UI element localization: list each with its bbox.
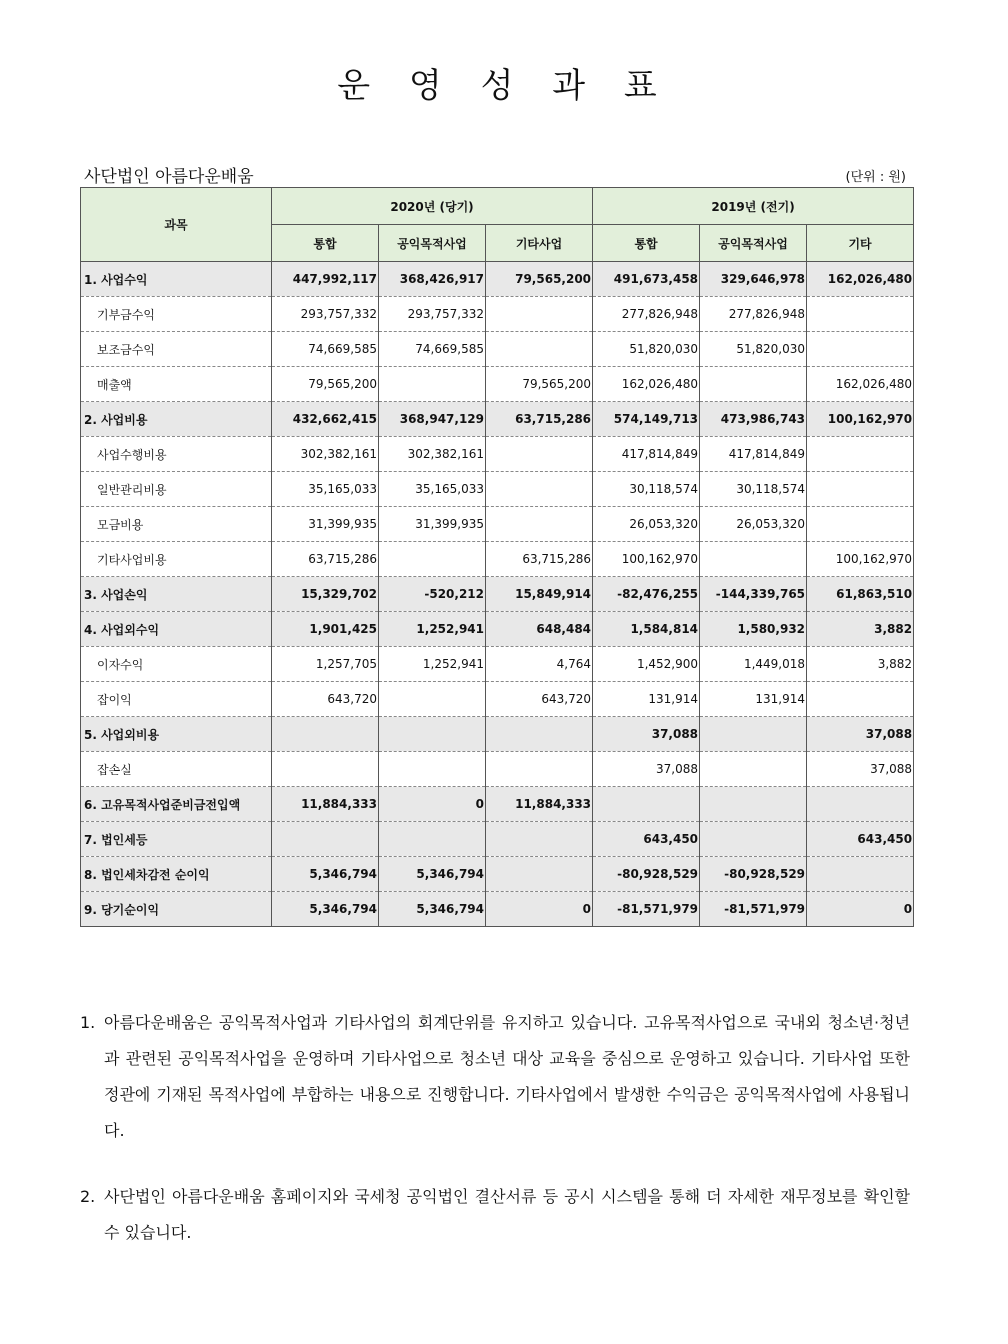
table-row: [81, 472, 914, 507]
value-cell: [379, 752, 486, 787]
table-row: [81, 857, 914, 892]
table-row: [81, 367, 914, 402]
value-cell: [486, 297, 593, 332]
value-cell: 368,947,129: [379, 402, 486, 437]
value-cell: 63,715,286: [272, 542, 379, 577]
value-cell: 574,149,713: [593, 402, 700, 437]
value-cell: [486, 822, 593, 857]
value-cell: 368,426,917: [379, 262, 486, 297]
value-cell: 100,162,970: [593, 542, 700, 577]
value-cell: [486, 332, 593, 367]
value-cell: 37,088: [807, 717, 914, 752]
value-cell: [807, 682, 914, 717]
value-cell: [379, 367, 486, 402]
value-cell: 0: [807, 892, 914, 927]
value-cell: 31,399,935: [272, 507, 379, 542]
operating-results-table: [80, 187, 914, 927]
value-cell: [700, 717, 807, 752]
row-label: 1. 사업수익: [81, 262, 272, 297]
value-cell: 417,814,849: [593, 437, 700, 472]
value-cell: [272, 752, 379, 787]
value-cell: 1,901,425: [272, 612, 379, 647]
row-label: 4. 사업외수익: [81, 612, 272, 647]
value-cell: 35,165,033: [379, 472, 486, 507]
row-label: 매출액: [81, 367, 272, 402]
row-label: 기부금수익: [81, 297, 272, 332]
value-cell: 51,820,030: [700, 332, 807, 367]
value-cell: 5,346,794: [379, 892, 486, 927]
value-cell: 63,715,286: [486, 402, 593, 437]
note-item: [80, 1005, 910, 1149]
value-cell: 5,346,794: [272, 892, 379, 927]
value-cell: [486, 437, 593, 472]
value-cell: [807, 507, 914, 542]
value-cell: -80,928,529: [593, 857, 700, 892]
value-cell: 11,884,333: [486, 787, 593, 822]
value-cell: 37,088: [593, 752, 700, 787]
value-cell: 15,849,914: [486, 577, 593, 612]
value-cell: 277,826,948: [593, 297, 700, 332]
row-label: 6. 고유목적사업준비금전입액: [81, 787, 272, 822]
value-cell: 162,026,480: [807, 262, 914, 297]
value-cell: 26,053,320: [700, 507, 807, 542]
header-2020-total: 통합: [272, 225, 379, 262]
value-cell: 63,715,286: [486, 542, 593, 577]
table-row: [81, 612, 914, 647]
value-cell: 131,914: [700, 682, 807, 717]
row-label: 2. 사업비용: [81, 402, 272, 437]
note-text: 아름다운배움은 공익목적사업과 기타사업의 회계단위를 유지하고 있습니다. 고유목적사업으로 국내외 청소년·청년과 관련된 공익목적사업을 운영하며 기타사업으로 청소년 대상 교육을 중심으로 운영하고 있습니다. 기타사업 또한 정관에 기재된 목적사업에 부합하는 내용으로 진행합니다. 기타사업에서 발생한 수익금은 공익목적사업에 사용됩니다.: [104, 1013, 910, 1140]
header-2020-public: 공익목적사업: [379, 225, 486, 262]
value-cell: 30,118,574: [700, 472, 807, 507]
organization-name: 사단법인 아름다운배움: [84, 167, 254, 187]
value-cell: 162,026,480: [807, 367, 914, 402]
value-cell: 447,992,117: [272, 262, 379, 297]
value-cell: 15,329,702: [272, 577, 379, 612]
value-cell: 100,162,970: [807, 542, 914, 577]
table-body: [81, 262, 914, 927]
value-cell: 329,646,978: [700, 262, 807, 297]
notes: [80, 1005, 910, 1281]
value-cell: 1,584,814: [593, 612, 700, 647]
table-row: [81, 822, 914, 857]
value-cell: 74,669,585: [379, 332, 486, 367]
header-2020-other: 기타사업: [486, 225, 593, 262]
header-2020: 2020년 (당기): [272, 188, 593, 225]
table-row: [81, 262, 914, 297]
header-2019-other: 기타: [807, 225, 914, 262]
value-cell: 131,914: [593, 682, 700, 717]
value-cell: 37,088: [593, 717, 700, 752]
value-cell: [486, 507, 593, 542]
value-cell: 0: [486, 892, 593, 927]
value-cell: [807, 332, 914, 367]
row-label: 3. 사업손익: [81, 577, 272, 612]
header-subject: 과목: [81, 188, 272, 262]
note-number: 2.: [80, 1187, 96, 1206]
value-cell: 1,257,705: [272, 647, 379, 682]
row-label: 9. 당기순이익: [81, 892, 272, 927]
value-cell: [700, 787, 807, 822]
row-label: 일반관리비용: [81, 472, 272, 507]
value-cell: -82,476,255: [593, 577, 700, 612]
value-cell: [807, 787, 914, 822]
table-row: [81, 717, 914, 752]
table-row: [81, 437, 914, 472]
value-cell: 3,882: [807, 647, 914, 682]
value-cell: 74,669,585: [272, 332, 379, 367]
header-2019: 2019년 (전기): [593, 188, 914, 225]
value-cell: 491,673,458: [593, 262, 700, 297]
value-cell: [486, 752, 593, 787]
note-text: 사단법인 아름다운배움 홈페이지와 국세청 공익법인 결산서류 등 공시 시스템을 통해 더 자세한 재무정보를 확인할 수 있습니다.: [104, 1187, 910, 1242]
value-cell: 1,252,941: [379, 612, 486, 647]
table-row: [81, 507, 914, 542]
value-cell: 162,026,480: [593, 367, 700, 402]
value-cell: [807, 857, 914, 892]
row-label: 8. 법인세차감전 순이익: [81, 857, 272, 892]
table-row: [81, 647, 914, 682]
value-cell: [700, 822, 807, 857]
value-cell: [700, 367, 807, 402]
header-2019-public: 공익목적사업: [700, 225, 807, 262]
value-cell: 648,484: [486, 612, 593, 647]
value-cell: [379, 822, 486, 857]
note-item: [80, 1179, 910, 1251]
value-cell: 417,814,849: [700, 437, 807, 472]
row-label: 5. 사업외비용: [81, 717, 272, 752]
value-cell: 51,820,030: [593, 332, 700, 367]
table-row: [81, 297, 914, 332]
value-cell: 4,764: [486, 647, 593, 682]
value-cell: -81,571,979: [593, 892, 700, 927]
value-cell: 37,088: [807, 752, 914, 787]
table-row: [81, 542, 914, 577]
row-label: 잡이익: [81, 682, 272, 717]
value-cell: 100,162,970: [807, 402, 914, 437]
table-row: [81, 752, 914, 787]
value-cell: -144,339,765: [700, 577, 807, 612]
table-row: [81, 892, 914, 927]
value-cell: 643,450: [807, 822, 914, 857]
table-row: [81, 332, 914, 367]
value-cell: [486, 857, 593, 892]
value-cell: 1,252,941: [379, 647, 486, 682]
value-cell: 3,882: [807, 612, 914, 647]
value-cell: 277,826,948: [700, 297, 807, 332]
value-cell: 293,757,332: [272, 297, 379, 332]
value-cell: [272, 822, 379, 857]
table-row: [81, 577, 914, 612]
unit-label: (단위 : 원): [845, 170, 906, 185]
value-cell: [700, 542, 807, 577]
row-label: 모금비용: [81, 507, 272, 542]
value-cell: 35,165,033: [272, 472, 379, 507]
value-cell: 1,449,018: [700, 647, 807, 682]
value-cell: -80,928,529: [700, 857, 807, 892]
page-title: 운 영 성 과 표: [337, 66, 671, 106]
value-cell: [807, 297, 914, 332]
value-cell: 11,884,333: [272, 787, 379, 822]
row-label: 이자수익: [81, 647, 272, 682]
value-cell: 643,450: [593, 822, 700, 857]
row-label: 보조금수익: [81, 332, 272, 367]
value-cell: 79,565,200: [272, 367, 379, 402]
value-cell: 79,565,200: [486, 367, 593, 402]
value-cell: 473,986,743: [700, 402, 807, 437]
value-cell: 5,346,794: [272, 857, 379, 892]
table-row: [81, 787, 914, 822]
header-2019-total: 통합: [593, 225, 700, 262]
value-cell: 0: [379, 787, 486, 822]
value-cell: [807, 472, 914, 507]
value-cell: 79,565,200: [486, 262, 593, 297]
value-cell: 643,720: [272, 682, 379, 717]
value-cell: [700, 752, 807, 787]
value-cell: 643,720: [486, 682, 593, 717]
value-cell: 302,382,161: [272, 437, 379, 472]
row-label: 잡손실: [81, 752, 272, 787]
value-cell: [807, 437, 914, 472]
value-cell: 432,662,415: [272, 402, 379, 437]
value-cell: 302,382,161: [379, 437, 486, 472]
value-cell: 293,757,332: [379, 297, 486, 332]
table-row: [81, 682, 914, 717]
value-cell: 30,118,574: [593, 472, 700, 507]
value-cell: [486, 472, 593, 507]
value-cell: [272, 717, 379, 752]
value-cell: [486, 717, 593, 752]
value-cell: -520,212: [379, 577, 486, 612]
value-cell: 31,399,935: [379, 507, 486, 542]
value-cell: -81,571,979: [700, 892, 807, 927]
value-cell: 1,580,932: [700, 612, 807, 647]
value-cell: 61,863,510: [807, 577, 914, 612]
value-cell: [379, 717, 486, 752]
value-cell: [379, 542, 486, 577]
row-label: 사업수행비용: [81, 437, 272, 472]
value-cell: [379, 682, 486, 717]
table-row: [81, 402, 914, 437]
value-cell: 1,452,900: [593, 647, 700, 682]
value-cell: 5,346,794: [379, 857, 486, 892]
value-cell: [593, 787, 700, 822]
note-number: 1.: [80, 1013, 96, 1032]
row-label: 7. 법인세등: [81, 822, 272, 857]
value-cell: 26,053,320: [593, 507, 700, 542]
row-label: 기타사업비용: [81, 542, 272, 577]
